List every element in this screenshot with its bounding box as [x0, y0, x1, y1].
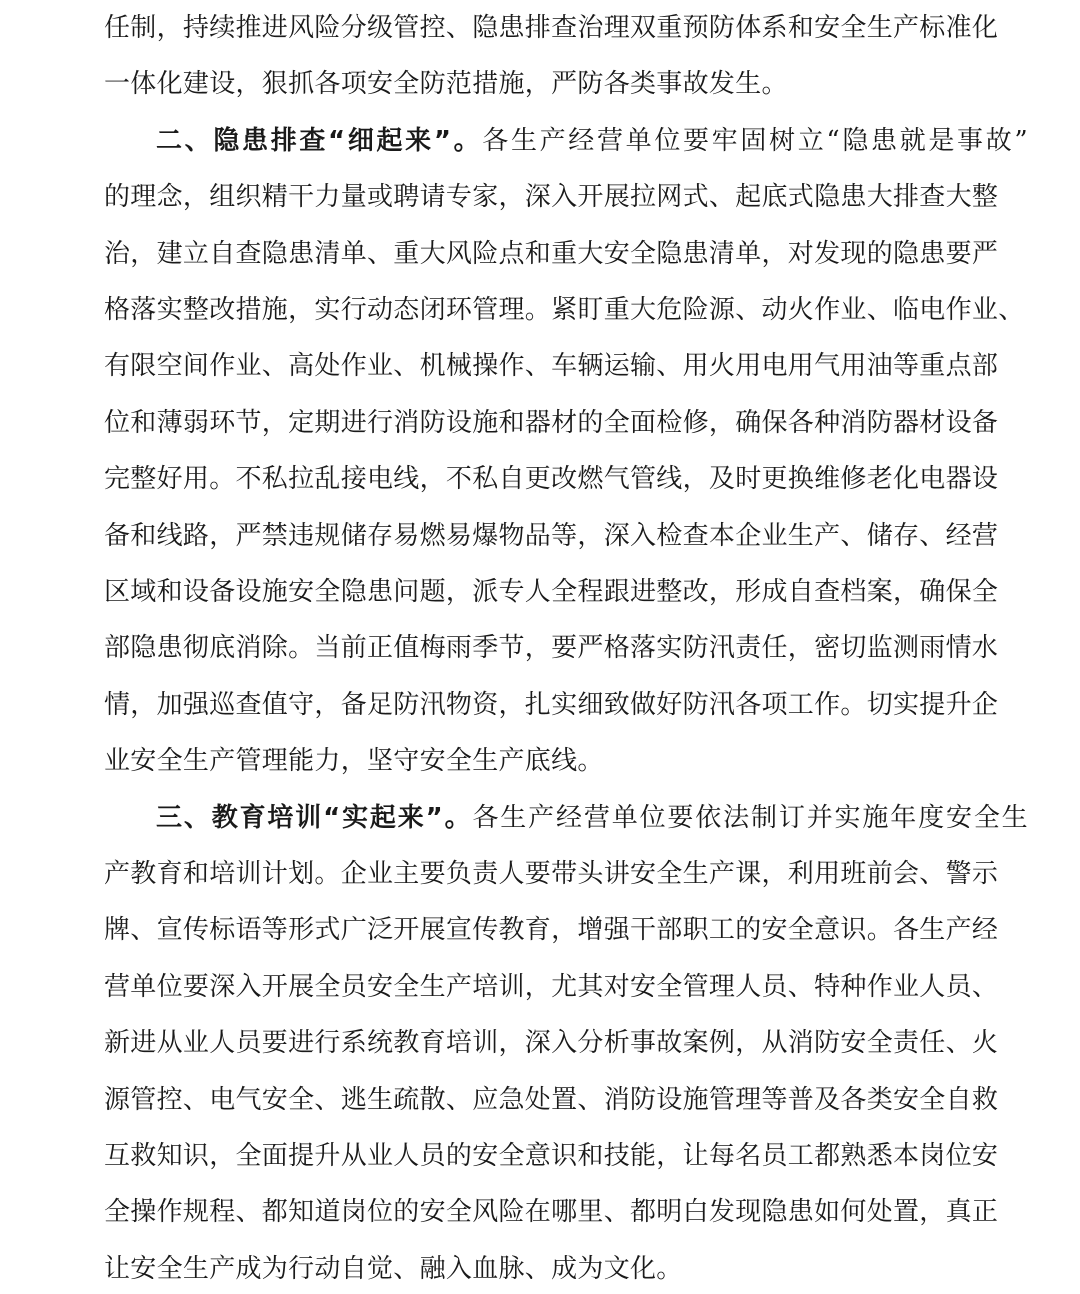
text-line: 新进从业人员要进行系统教育培训，深入分析事故案例，从消防安全责任、火 [104, 1028, 999, 1058]
section-3-lead: 各生产经营单位要依法制订并实施年度安全生 [472, 803, 1028, 833]
text-line: 源管控、电气安全、逃生疏散、应急处置、消防设施管理等普及各类安全自救 [104, 1085, 999, 1115]
text-line: 情，加强巡查值守，备足防汛物资，扎实细致做好防汛各项工作。切实提升企 [104, 690, 999, 720]
text-line: 牌、宣传标语等形式广泛开展宣传教育，增强干部职工的安全意识。各生产经 [104, 915, 999, 945]
text-line: 部隐患彻底消除。当前正值梅雨季节，要严格落实防汛责任，密切监测雨情水 [104, 633, 999, 663]
text-line: 互救知识，全面提升从业人员的安全意识和技能，让每名员工都熟悉本岗位安 [104, 1141, 999, 1171]
text-line: 全操作规程、都知道岗位的安全风险在哪里、都明白发现隐患如何处置，真正 [104, 1197, 999, 1227]
text-line: 业安全生产管理能力，坚守安全生产底线。 [104, 746, 604, 776]
section-2-lead: 各生产经营单位要牢固树立“隐患就是事故” [482, 126, 1028, 156]
text-line: 完整好用。不私拉乱接电线，不私自更改燃气管线，及时更换维修老化电器设 [104, 464, 999, 494]
section-3-first-line [156, 798, 1028, 838]
text-line: 治，建立自查隐患清单、重大风险点和重大安全隐患清单，对发现的隐患要严 [104, 239, 999, 269]
section-3-heading: 三、教育培训“实起来”。 [156, 803, 473, 833]
text-line: 有限空间作业、高处作业、机械操作、车辆运输、用火用电用气用油等重点部 [104, 351, 999, 381]
section-2-heading: 二、隐患排查“细起来”。 [156, 126, 483, 156]
text-line: 的理念，组织精干力量或聘请专家，深入开展拉网式、起底式隐患大排查大整 [104, 182, 999, 212]
text-line: 让安全生产成为行动自觉、融入血脉、成为文化。 [104, 1254, 683, 1284]
text-line: 格落实整改措施，实行动态闭环管理。紧盯重大危险源、动火作业、临电作业、 [104, 295, 1025, 325]
text-line: 营单位要深入开展全员安全生产培训，尤其对安全管理人员、特种作业人员、 [104, 972, 999, 1002]
section-2-first-line [156, 121, 1028, 161]
text-line: 区域和设备设施安全隐患问题，派专人全程跟进整改，形成自查档案，确保全 [104, 577, 999, 607]
text-line: 备和线路，严禁违规储存易燃易爆物品等，深入检查本企业生产、储存、经营 [104, 521, 999, 551]
text-line: 位和薄弱环节，定期进行消防设施和器材的全面检修，确保各种消防器材设备 [104, 408, 999, 438]
text-line: 任制，持续推进风险分级管控、隐患排查治理双重预防体系和安全生产标准化 [104, 13, 999, 43]
text-line: 一体化建设，狠抓各项安全防范措施，严防各类事故发生。 [104, 69, 788, 99]
text-line: 产教育和培训计划。企业主要负责人要带头讲安全生产课，利用班前会、警示 [104, 859, 999, 889]
